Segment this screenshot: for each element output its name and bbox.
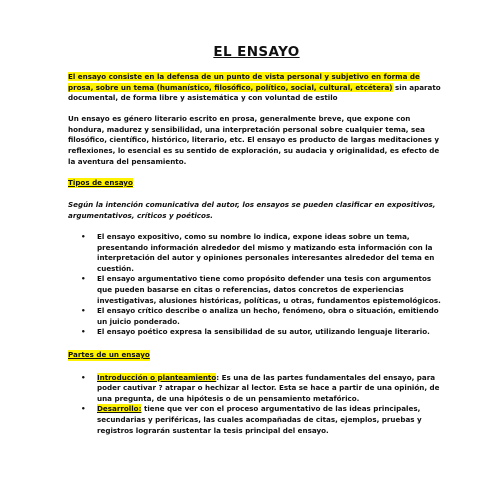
bullet-icon: •	[81, 274, 86, 284]
partes-heading: Partes de un ensayo	[68, 349, 150, 359]
parte-term: Desarrollo:	[97, 404, 142, 414]
list-item	[81, 372, 445, 405]
list-item	[81, 306, 445, 327]
bullet-icon: •	[81, 404, 86, 414]
bullet-icon: •	[81, 327, 86, 337]
intro-highlighted-text: El ensayo consiste en la defensa de un punto de vista personal y subjetivo en forma de prosa, sobre un tema (humanístico, filosófico, político, social, cultural, etcétera)	[68, 72, 420, 92]
bullet-icon: •	[81, 306, 86, 316]
list-item	[81, 404, 445, 436]
intro-rest-text: sin aparato documental, de forma libre y asistemática y con voluntad de estilo	[68, 82, 441, 103]
list-item-text: El ensayo argumentativo tiene como propósito defender una tesis con argumentos que pueden basarse en citas o referencias, datos concretos de experiencias investigativas, alusiones históricas, políticas, u otras, fundamentos epistemológicos.	[97, 274, 441, 305]
list-item	[81, 274, 445, 306]
tipos-heading-block	[68, 178, 445, 195]
document-title: EL ENSAYO	[213, 44, 300, 60]
bullet-icon: •	[81, 372, 86, 382]
tipos-heading: Tipos de ensayo	[68, 177, 133, 187]
partes-list	[68, 373, 445, 437]
list-item	[81, 327, 445, 338]
tipos-list	[68, 232, 445, 338]
list-item-text: El ensayo expositivo, como su nombre lo indica, expone ideas sobre un tema, presentando información alrededor del mismo y matizando esta información con la interpretación del autor y opiniones personales interesantes alrededor del tema en cuestión.	[97, 232, 435, 273]
list-item	[81, 232, 445, 274]
definition-paragraph: Un ensayo es género literario escrito en prosa, generalmente breve, que expone con hondura, madurez y sensibilidad, una interpretación personal sobre cualquier tema, sea filosófico, científico, histórico, literario, etc. El ensayo es producto de largas meditaciones y reflexiones, lo esencial es su sentido de exploración, su audacia y originalidad, es efecto de la aventura del pensamiento.	[68, 114, 440, 166]
list-item-text: El ensayo crítico describe o analiza un hecho, fenómeno, obra o situación, emitiendo un juicio ponderado.	[97, 306, 439, 326]
parte-term: Introducción o planteamiento	[97, 372, 217, 382]
bullet-icon: •	[81, 232, 86, 242]
parte-text: : Es una de las partes fundamentales del ensayo, para poder cautivar ? atrapar o hechizar al lector. Esta se hace a partir de una opinión, de una pregunta, de una hipótesis o de un pensamiento metafórico.	[97, 372, 440, 403]
list-item-text: El ensayo poético expresa la sensibilidad de su autor, utilizando lenguaje literario.	[97, 327, 430, 337]
partes-heading-block	[68, 350, 445, 367]
intro-paragraph	[68, 72, 445, 104]
parte-text: tiene que ver con el proceso argumentativo de las ideas principales, secundarias y periféricas, las cuales acompañadas de citas, ejemplos, pruebas y registros lograrán sustentar la tesis principal del ensayo.	[97, 404, 422, 435]
tipos-intro: Según la intención comunicativa del autor, los ensayos se pueden clasificar en expositivos, argumentativos, críticos y poéticos.	[68, 200, 436, 220]
